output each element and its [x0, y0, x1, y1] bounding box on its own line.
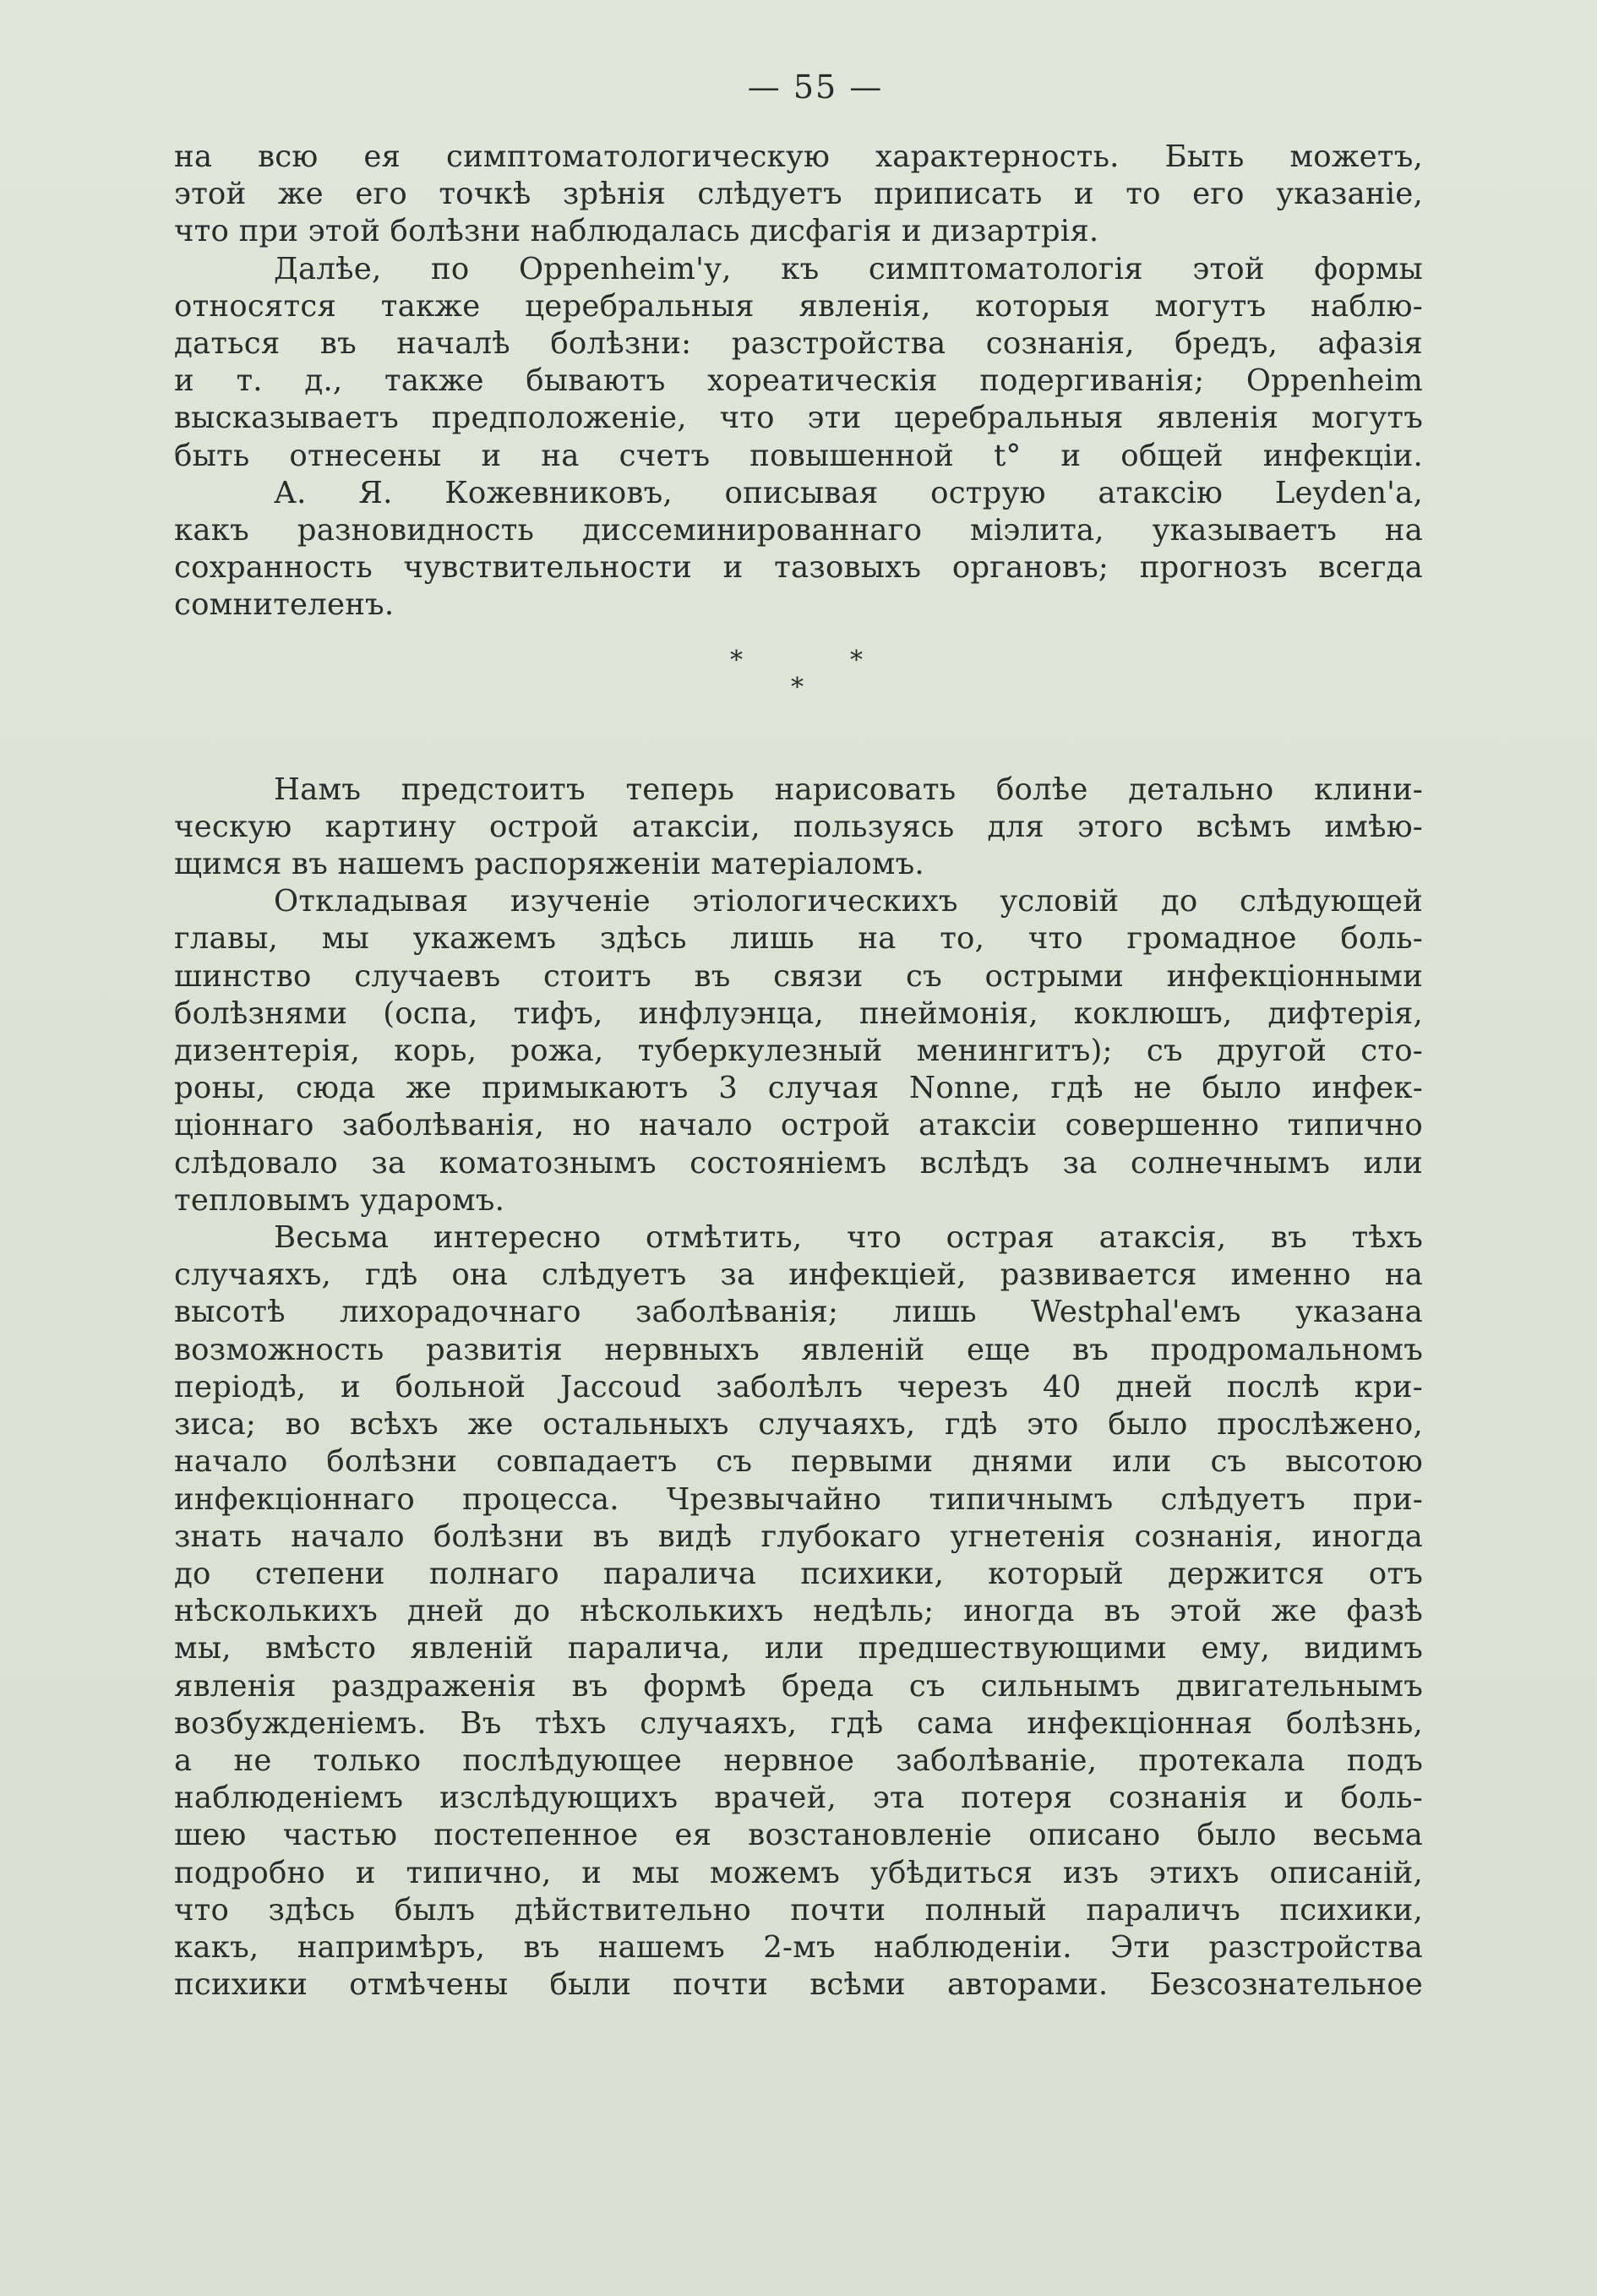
text-line: высказываетъ предположеніе, что эти церебральныя явленія могутъ	[174, 401, 1423, 436]
text-line: сохранность чувствительности и тазовыхъ органовъ; прогнозъ всегда	[174, 550, 1423, 586]
text-line: А. Я. Кожевниковъ, описывая острую атаксію Leyden'а,	[274, 475, 1423, 510]
text-line: возбужденіемъ. Въ тѣхъ случаяхъ, гдѣ сама инфекціонная болѣзнь,	[174, 1705, 1423, 1741]
asterisk: *	[791, 672, 804, 702]
section-divider-asterisks	[174, 645, 1423, 738]
asterisk: *	[730, 645, 743, 675]
text-line: знать начало болѣзни въ видѣ глубокаго угнетенія сознанія, иногда	[174, 1519, 1423, 1554]
text-line: тепловымъ ударомъ.	[174, 1182, 505, 1218]
text-line: Весьма интересно отмѣтить, что острая атаксія, въ тѣхъ	[274, 1220, 1423, 1256]
text-line: сомнителенъ.	[174, 587, 395, 623]
text-line: зиса; во всѣхъ же остальныхъ случаяхъ, гдѣ это было прослѣжено,	[174, 1407, 1423, 1442]
text-line: что здѣсь былъ дѣйствительно почти полный параличъ психики,	[174, 1892, 1423, 1928]
asterisk: *	[850, 645, 863, 675]
text-line: этой же его точкѣ зрѣнія слѣдуетъ приписать и то его указаніе,	[174, 177, 1423, 212]
text-line: возможность развитія нервныхъ явленій еще въ продромальномъ	[174, 1332, 1423, 1367]
text-line: что при этой болѣзни наблюдалась дисфагія и дизартрія.	[174, 214, 1099, 249]
text-line: психики отмѣчены были почти всѣми авторами. Безсознательное	[174, 1967, 1423, 2003]
text-line: высотѣ лихорадочнаго заболѣванія; лишь Westphal'емъ указана	[174, 1295, 1423, 1330]
text-line: болѣзнями (оспа, тифъ, инфлуэнца, пнеймонія, коклюшъ, дифтерія,	[174, 995, 1423, 1031]
text-block-1	[174, 139, 1423, 624]
text-line: какъ разновидность диссеминированнаго міэлита, указываетъ на	[174, 513, 1423, 548]
text-line: на всю ея симптоматологическую характерность. Быть можетъ,	[174, 139, 1423, 174]
text-line: какъ, напримѣръ, въ нашемъ 2-мъ наблюденіи. Эти разстройства	[174, 1929, 1423, 1965]
text-line: ціоннаго заболѣванія, но начало острой атаксіи совершенно типично	[174, 1108, 1423, 1143]
text-line: шею частью постепенное ея возстановленіе описано было весьма	[174, 1818, 1423, 1853]
text-block-2	[174, 772, 1423, 2004]
text-line: роны, сюда же примыкаютъ 3 случая Nonne, гдѣ не было инфек-	[174, 1071, 1423, 1106]
text-line: и т. д., также бываютъ хореатическія подергиванія; Oppenheim	[174, 363, 1423, 399]
page-number: — 55 —	[747, 68, 884, 106]
text-line: Далѣе, по Oppenheim'у, къ симптоматологія этой формы	[274, 251, 1423, 286]
text-line: начало болѣзни совпадаетъ съ первыми днями или съ высотою	[174, 1444, 1423, 1480]
text-line: Откладывая изученіе этіологическихъ условій до слѣдующей	[274, 884, 1423, 919]
text-line: нѣсколькихъ дней до нѣсколькихъ недѣль; иногда въ этой же фазѣ	[174, 1594, 1423, 1629]
text-line: случаяхъ, гдѣ она слѣдуетъ за инфекціей, развивается именно на	[174, 1257, 1423, 1293]
text-line: щимся въ нашемъ распоряженіи матеріаломъ.	[174, 847, 924, 882]
text-line: до степени полнаго паралича психики, который держится отъ	[174, 1556, 1423, 1591]
text-line: инфекціоннаго процесса. Чрезвычайно типичнымъ слѣдуетъ при-	[174, 1481, 1423, 1517]
text-line: а не только послѣдующее нервное заболѣваніе, протекала подъ	[174, 1742, 1423, 1778]
text-line: главы, мы укажемъ здѣсь лишь на то, что громадное боль-	[174, 921, 1423, 957]
text-line: подробно и типично, и мы можемъ убѣдиться изъ этихъ описаній,	[174, 1855, 1423, 1890]
text-line: ческую картину острой атаксіи, пользуясь для этого всѣмъ имѣю-	[174, 809, 1423, 844]
text-line: шинство случаевъ стоитъ въ связи съ острыми инфекціонными	[174, 958, 1423, 994]
text-line: мы, вмѣсто явленій паралича, или предшествующими ему, видимъ	[174, 1631, 1423, 1666]
text-line: даться въ началѣ болѣзни: разстройства сознанія, бредъ, афазія	[174, 326, 1423, 362]
text-line: наблюденіемъ изслѣдующихъ врачей, эта потеря сознанія и боль-	[174, 1781, 1423, 1816]
text-line: явленія раздраженія въ формѣ бреда съ сильнымъ двигательнымъ	[174, 1668, 1423, 1704]
text-line: слѣдовало за коматознымъ состояніемъ вслѣдъ за солнечнымъ или	[174, 1145, 1423, 1181]
text-line: быть отнесены и на счетъ повышенной t° и общей инфекціи.	[174, 438, 1423, 473]
text-line: относятся также церебральныя явленія, которыя могутъ наблю-	[174, 288, 1423, 324]
text-line: періодѣ, и больной Jaccoud заболѣлъ черезъ 40 дней послѣ кри-	[174, 1369, 1423, 1404]
text-line: Намъ предстоитъ теперь нарисовать болѣе детально клини-	[274, 772, 1423, 807]
text-line: дизентерія, корь, рожа, туберкулезный менингитъ); съ другой сто-	[174, 1033, 1423, 1069]
